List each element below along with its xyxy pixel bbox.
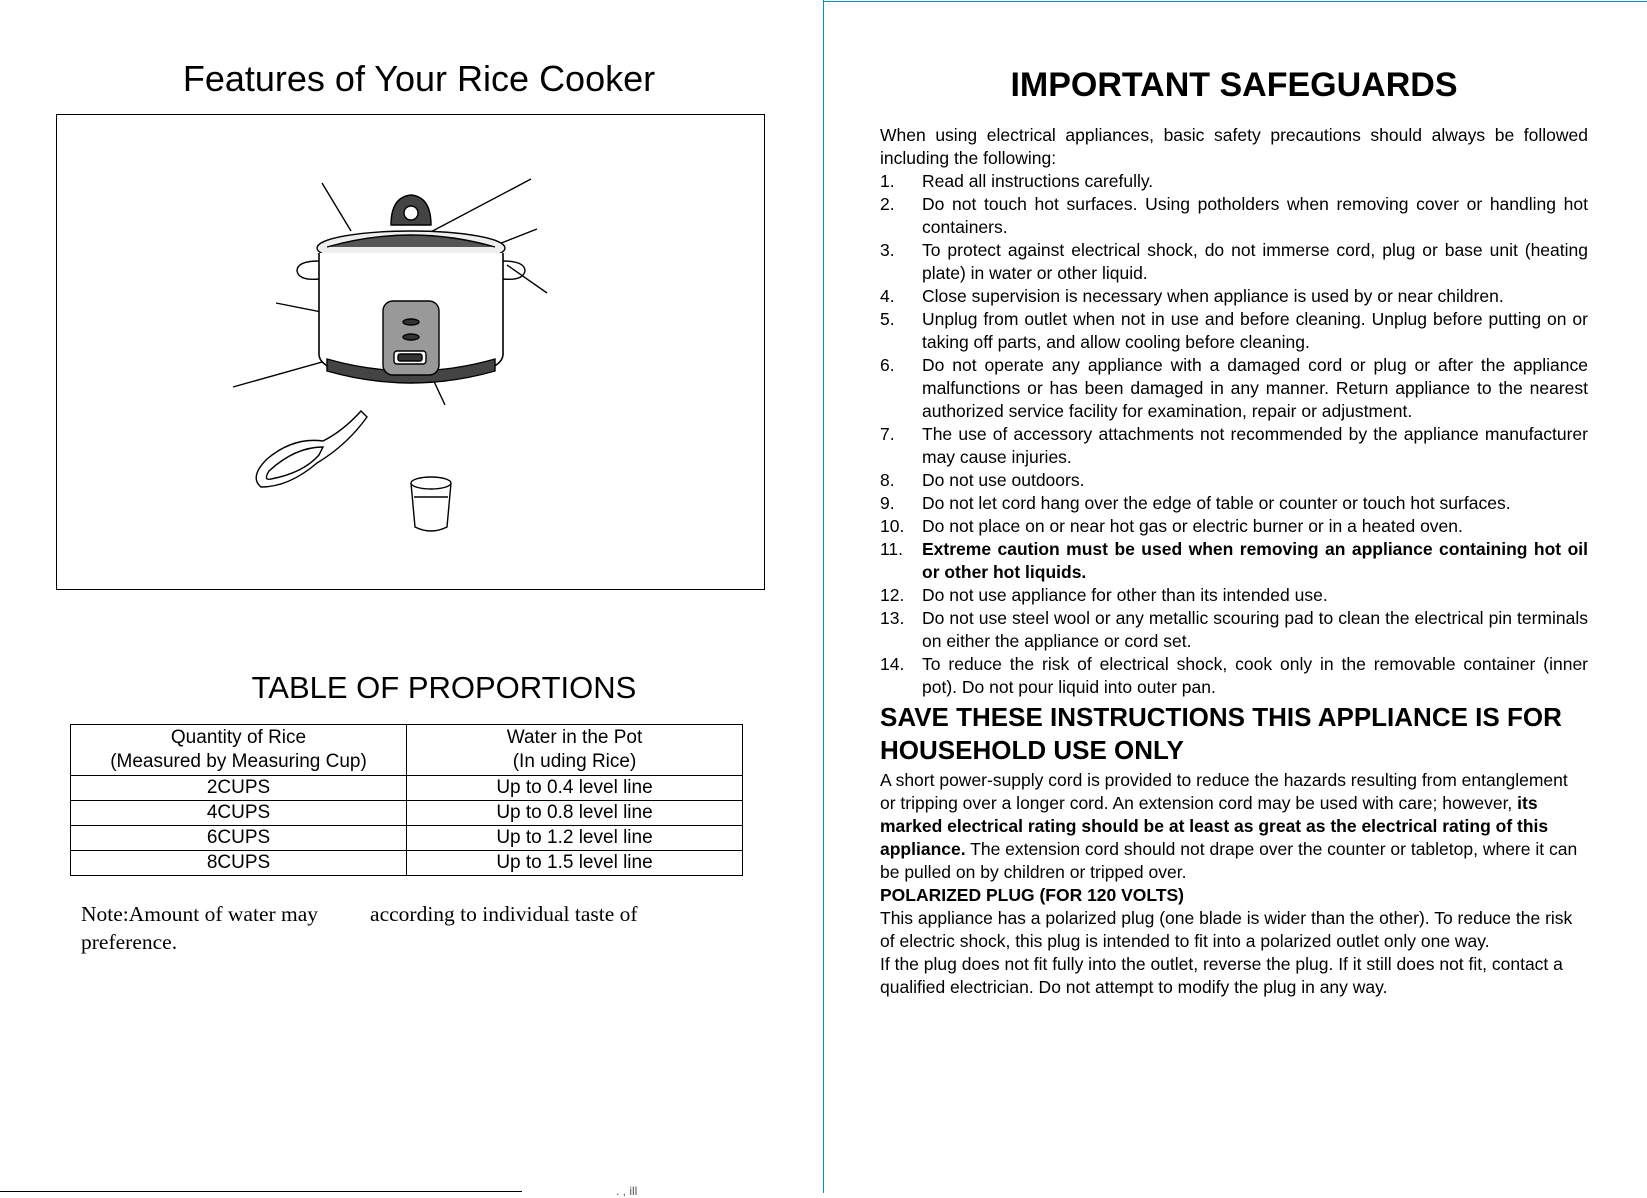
list-item [880,469,1588,492]
item-text: Do not use steel wool or any metallic scouring pad to clean the electrical pin terminals on either the appliance or cord set. [922,608,1588,651]
item-number: 12. [880,585,905,605]
cord-text: A short power-supply cord is provided to reduce the hazards resulting from entanglement or tripping over a longer cord. An extension cord may be used with care; however, [880,770,1568,813]
item-number: 14. [880,654,905,674]
item-number: 13. [880,608,905,628]
leader-line [425,179,531,235]
item-text: Read all instructions carefully. [922,171,1154,191]
item-text: Extreme caution must be used when removing an appliance containing hot oil or other hot liquids. [922,539,1588,582]
plug-paragraph: This appliance has a polarized plug (one blade is wider than the other). To reduce the risk of electric shock, this plug is intended to fit into a polarized outlet only one way. [880,908,1573,951]
list-item [880,584,1588,607]
table-row [71,801,743,826]
safeguards-intro: When using electrical appliances, basic safety precautions should always be followed including the following: [880,125,1588,168]
list-item [880,239,1588,285]
item-number: 6. [880,355,895,375]
item-number: 9. [880,493,895,513]
item-text: Unplug from outlet when not in use and before cleaning. Unplug before putting on or taking off parts, and allow cooling before cleaning. [922,309,1588,352]
leader-line [322,183,351,231]
table-cell: Up to 0.8 level line [407,801,743,826]
table-row [71,776,743,801]
table-cell: Up to 0.4 level line [407,776,743,801]
table-row [71,851,743,876]
item-number: 1. [880,171,895,191]
safeguards-section [880,62,1588,999]
item-text: Do not operate any appliance with a damaged cord or plug or after the appliance malfunctions or has been damaged in any manner. Return appliance to the nearest authorized service facility for examination, repair or adjustment. [922,355,1588,421]
safeguards-title: IMPORTANT SAFEGUARDS [1010,66,1458,104]
rice-cooker-diagram [56,114,765,590]
water-note [81,900,741,956]
list-item [880,423,1588,469]
header-line: Quantity of Rice [170,727,307,748]
cord-text: The extension cord should not drape over the counter or tabletop, where it can be pulled on by children or tripped over. [880,839,1578,882]
item-text: To protect against electrical shock, do not immerse cord, plug or base unit (heating plate) in water or other liquid. [922,240,1588,283]
item-text: Do not let cord hang over the edge of table or counter or touch hot surfaces. [922,493,1511,513]
header-line: (Measured by Measuring Cup) [110,751,367,772]
item-text: Do not touch hot surfaces. Using potholders when removing cover or handling hot containers. [922,194,1588,237]
polarized-plug-heading: POLARIZED PLUG (FOR 120 VOLTS) [880,885,1185,905]
header-cell [407,725,743,776]
item-text: Do not use outdoors. [922,470,1085,490]
list-item [880,354,1588,423]
item-text: Do not place on or near hot gas or electric burner or in a heated oven. [922,516,1463,536]
page-top-rule [823,1,1647,2]
page-divider [823,0,824,1193]
table-cell: 2CUPS [71,776,407,801]
table-title: TABLE OF PROPORTIONS [251,670,637,705]
safeguards-list [880,170,1588,699]
list-item [880,653,1588,699]
item-number: 5. [880,309,895,329]
rice-cooker-illustration [57,115,766,591]
item-number: 3. [880,240,895,260]
item-number: 10. [880,516,905,536]
table-cell: Up to 1.2 level line [407,826,743,851]
list-item [880,492,1588,515]
table-header-row [71,725,743,776]
list-item [880,515,1588,538]
list-item [880,607,1588,653]
item-text: The use of accessory attachments not recommended by the appliance manufacturer may cause injuries. [922,424,1588,467]
header-cell [71,725,407,776]
item-number: 11. [880,539,904,559]
save-instructions-heading: SAVE THESE INSTRUCTIONS THIS APPLIANCE IS FOR HOUSEHOLD USE ONLY [880,702,1562,765]
table-cell: 8CUPS [71,851,407,876]
table-row [71,826,743,851]
proportions-table [70,724,743,876]
item-number: 2. [880,194,895,214]
features-title: Features of Your Rice Cooker [182,58,656,99]
header-line: Water in the Pot [506,727,643,748]
cord-text-bold: its marked electrical rating should be at least as great as the electrical rating of this appliance. [880,793,1549,859]
item-text: Close supervision is necessary when appliance is used by or near children. [922,286,1504,306]
note-text: Note:Amount of water may [81,902,319,926]
table-cell: 6CUPS [71,826,407,851]
list-item [880,538,1588,584]
list-item [880,308,1588,354]
table-cell: 4CUPS [71,801,407,826]
table-cell: Up to 1.5 level line [407,851,743,876]
cord-paragraph [880,769,1588,884]
plug-paragraph: If the plug does not fit fully into the outlet, reverse the plug. If it still does not fit, contact a qualified electrician. Do not attempt to modify the plug in any way. [880,954,1563,997]
item-number: 4. [880,286,895,306]
list-item [880,170,1588,193]
note-text: preference. [81,930,178,954]
item-text: To reduce the risk of electrical shock, cook only in the removable container (inner pot). Do not pour liquid into outer pan. [922,654,1588,697]
footer-mark: . , ill [616,1184,638,1198]
note-text: according to individual taste of [370,902,638,926]
header-line: (In uding Rice) [512,751,637,772]
list-item [880,193,1588,239]
item-text: Do not use appliance for other than its intended use. [922,585,1328,605]
item-number: 8. [880,470,895,490]
item-number: 7. [880,424,895,444]
list-item [880,285,1588,308]
footer-rule [0,1191,522,1192]
